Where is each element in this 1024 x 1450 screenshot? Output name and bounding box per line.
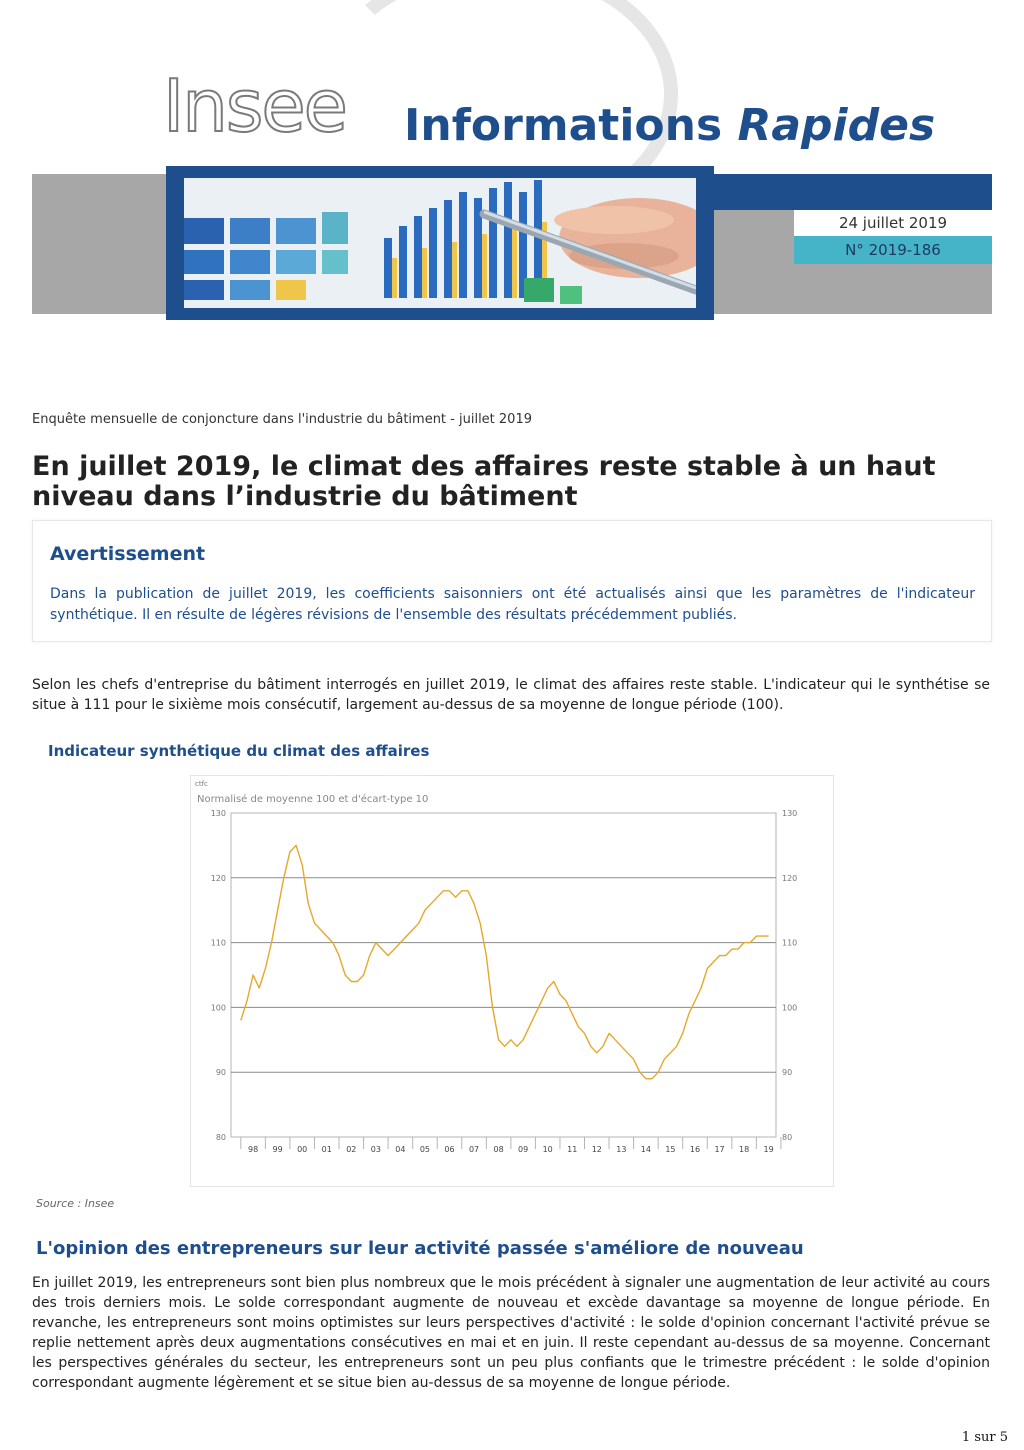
y-tick-label-right: 100 — [782, 1003, 798, 1013]
y-tick-label-right: 90 — [782, 1068, 793, 1078]
x-tick-label: 12 — [591, 1145, 602, 1154]
x-tick-label: 13 — [616, 1145, 627, 1154]
survey-label: Enquête mensuelle de conjoncture dans l'industrie du bâtiment - juillet 2019 — [32, 412, 532, 427]
y-tick-label-left: 90 — [215, 1068, 226, 1078]
y-tick-label-left: 110 — [210, 938, 226, 948]
x-tick-label: 08 — [493, 1145, 504, 1154]
x-tick-label: 00 — [297, 1145, 308, 1154]
x-tick-label: 09 — [518, 1145, 529, 1154]
chart-frame — [190, 775, 834, 1187]
x-tick-label: 15 — [665, 1145, 676, 1154]
publication-date: 24 juillet 2019 — [838, 214, 948, 232]
x-tick-label: 19 — [763, 1145, 774, 1154]
x-tick-label: 03 — [370, 1145, 381, 1154]
chart-corner-label: ctfc — [195, 780, 208, 788]
chart-title: Indicateur synthétique du climat des affaires — [48, 742, 430, 760]
y-tick-label-left: 80 — [215, 1133, 226, 1142]
plot-area-border — [231, 813, 776, 1137]
x-tick-label: 05 — [419, 1145, 431, 1154]
y-tick-label-right: 80 — [782, 1133, 793, 1142]
x-tick-label: 99 — [272, 1145, 283, 1154]
header-photo — [166, 166, 714, 320]
x-tick-label: 04 — [395, 1145, 406, 1154]
intro-paragraph: Selon les chefs d'entreprise du bâtiment interrogés en juillet 2019, le climat des affaires reste stable. L'indicateur qui le synthétise se situe à 111 pour le sixième mois consécutif, largement au-dessus de sa moyenne de longue période (100). — [32, 677, 990, 713]
header-photo-illustration — [184, 178, 696, 308]
page-counter: 1 sur 5 — [961, 1430, 1008, 1445]
y-tick-label-right: 120 — [782, 873, 798, 883]
x-tick-label: 07 — [468, 1145, 480, 1154]
y-tick-label-right: 110 — [782, 938, 798, 948]
header-blue-band — [714, 174, 992, 210]
publication-title — [404, 100, 936, 151]
section-title: L'opinion des entrepreneurs sur leur activité passée s'améliore de nouveau — [36, 1238, 804, 1259]
publication-title-main: Informations — [404, 100, 738, 151]
y-tick-label-right: 130 — [782, 809, 798, 818]
x-tick-label: 16 — [689, 1145, 701, 1154]
warning-title: Avertissement — [50, 543, 206, 565]
x-tick-label: 98 — [248, 1145, 259, 1154]
y-tick-label-left: 120 — [210, 873, 226, 883]
x-tick-label: 01 — [321, 1145, 332, 1154]
y-tick-label-left: 130 — [210, 809, 226, 818]
x-tick-label: 10 — [542, 1145, 553, 1154]
x-tick-label: 02 — [346, 1145, 357, 1154]
chart-subtitle: Normalisé de moyenne 100 et d'écart-type 10 — [197, 794, 429, 805]
x-tick-label: 14 — [640, 1145, 651, 1154]
main-title: En juillet 2019, le climat des affaires reste stable à un haut niveau dans l’industrie du bâtiment — [32, 451, 936, 512]
x-tick-label: 17 — [714, 1145, 725, 1154]
chart-source: Source : Insee — [36, 1197, 115, 1210]
publication-title-emphasis: Rapides — [737, 100, 936, 151]
x-tick-label: 18 — [738, 1145, 750, 1154]
y-tick-label-left: 100 — [210, 1003, 226, 1013]
series-line-business-climate — [241, 845, 769, 1078]
insee-logo: Insee — [163, 64, 346, 148]
x-tick-label: 06 — [444, 1145, 455, 1154]
warning-text: Dans la publication de juillet 2019, les coefficients saisonniers ont été actualisés ainsi que les paramètres de l'indicateur synthétique. Il en résulte de légères révisions de l'ensemble des résultats précédemment publiés. — [50, 586, 975, 623]
x-tick-label: 11 — [567, 1145, 578, 1154]
business-climate-chart — [191, 776, 833, 1186]
section-paragraph: En juillet 2019, les entrepreneurs sont bien plus nombreux que le mois précédent à signaler une augmentation de leur activité au cours des trois derniers mois. Le solde correspondant augmente de nouveau et excède davantage sa moyenne de longue période. En revanche, les entrepreneurs sont moins optimistes sur leurs perspectives d'activité : le solde d'opinion concernant l'activité prévue se replie nettement après deux augmentations consécutives en mai et en juin. Il reste cependant au-dessus de sa moyenne. Concernant les perspectives générales du secteur, les entrepreneurs sont un peu plus confiants que le trimestre précédent : le solde d'opinion correspondant augmente légèrement et se situe bien au-dessus de sa moyenne de longue période. — [32, 1275, 990, 1391]
publication-number: N° 2019-186 — [845, 241, 941, 259]
